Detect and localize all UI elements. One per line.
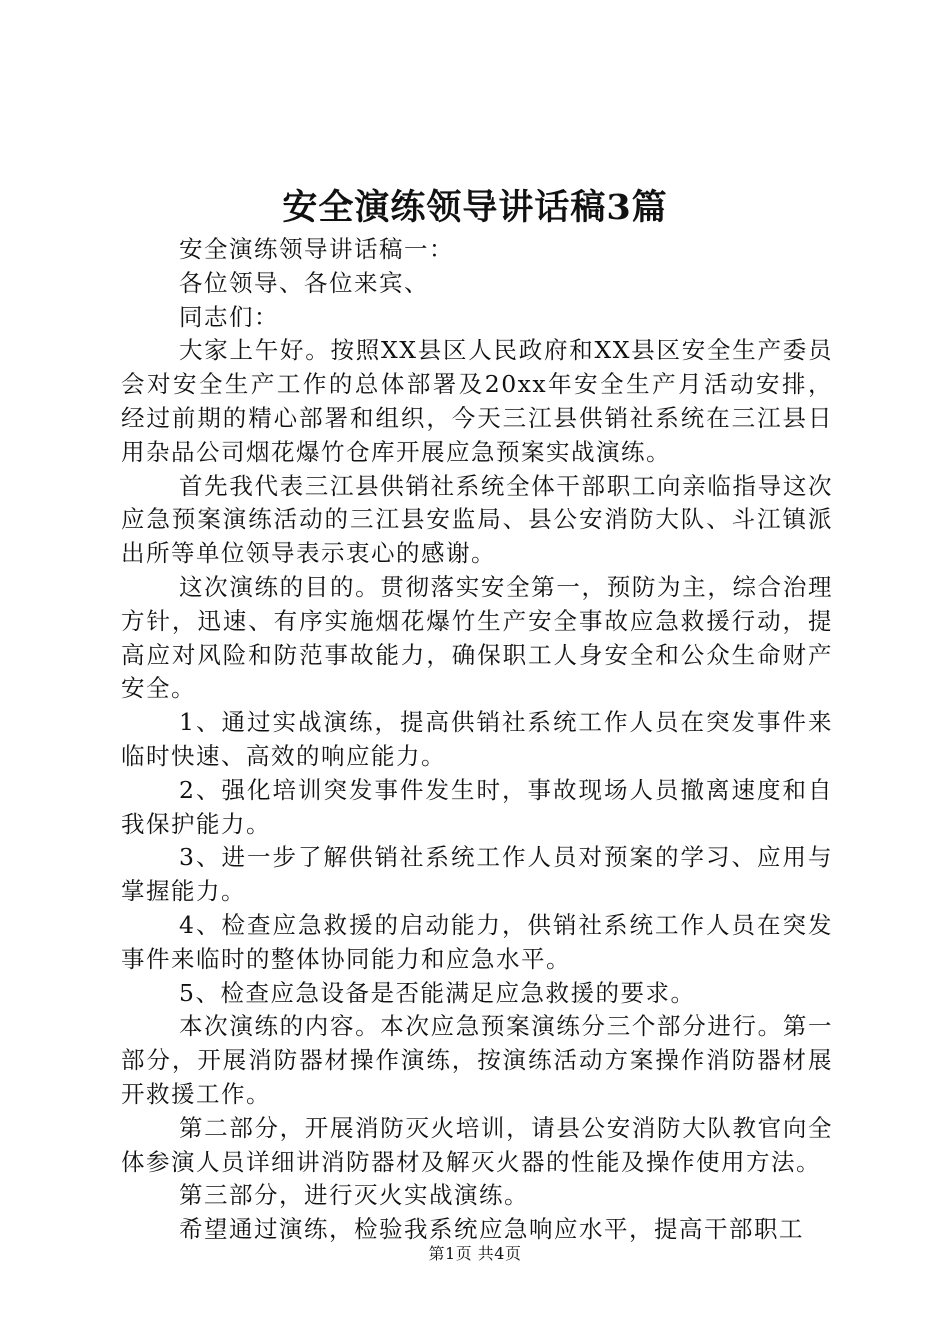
paragraph: 2、强化培训突发事件发生时，事故现场人员撤离速度和自我保护能力。 [121,775,833,838]
paragraph: 这次演练的目的。贯彻落实安全第一，预防为主，综合治理方针，迅速、有序实施烟花爆竹生产安全事故应急救援行动，提高应对风险和防范事故能力，确保职工人身安全和公众生命财产安全。 [121,572,833,703]
paragraph: 4、检查应急救援的启动能力，供销社系统工作人员在突发事件来临时的整体协同能力和应急水平。 [121,910,833,973]
paragraph: 第二部分，开展消防灭火培训，请县公安消防大队教官向全体参演人员详细讲消防器材及解灭火器的性能及操作使用方法。 [121,1113,833,1176]
paragraph: 5、检查应急设备是否能满足应急救援的要求。 [179,978,696,1007]
paragraph: 安全演练领导讲话稿一： [179,235,454,263]
document-body [121,233,833,1247]
document-title: 安全演练领导讲话稿3篇 [282,187,668,228]
paragraph: 大家上午好。按照XX县区人民政府和XX县区安全生产委员会对安全生产工作的总体部署及20xx年安全生产月活动安排，经过前期的精心部署和组织，今天三江县供销社系统在三江县日用杂品公司烟花爆竹仓库开展应急预案实战演练。 [121,336,833,466]
paragraph: 第三部分，进行灭火实战演练。 [179,1181,529,1210]
paragraph: 首先我代表三江县供销社系统全体干部职工向亲临指导这次应急预案演练活动的三江县安监局、县公安消防大队、斗江镇派出所等单位领导表示衷心的感谢。 [121,471,833,568]
paragraph: 1、通过实战演练，提高供销社系统工作人员在突发事件来临时快速、高效的响应能力。 [121,708,833,770]
paragraph: 本次演练的内容。本次应急预案演练分三个部分进行。第一部分，开展消防器材操作演练，按演练活动方案操作消防器材展开救援工作。 [121,1012,833,1108]
page-number-footer: 第1页 共4页 [428,1244,522,1263]
paragraph: 3、进一步了解供销社系统工作人员对预案的学习、应用与掌握能力。 [121,843,833,906]
paragraph: 各位领导、各位来宾、 [179,268,429,297]
paragraph: 希望通过演练，检验我系统应急响应水平，提高干部职工 [179,1215,804,1244]
paragraph: 同志们： [179,302,279,331]
